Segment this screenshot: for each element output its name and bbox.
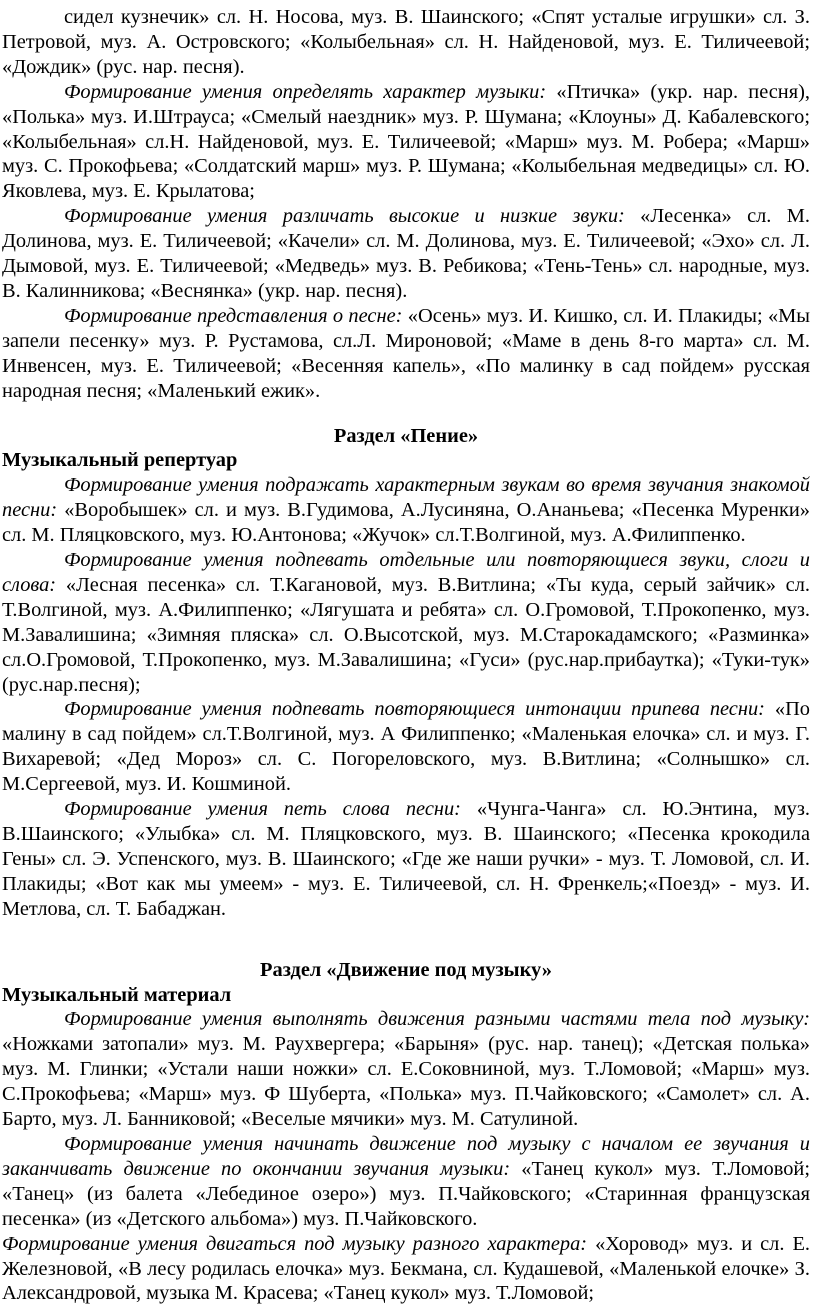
paragraph-text: «Птичка» (укр. нар. песня), «Полька» муз. И.Штрауса; «Смелый наездник» муз. Р. Шумана; «Клоуны» Д. Кабалевского; «Колыбельная» сл.Н. Найденовой, муз. Е. Тиличеевой; «Марш» муз. М. Робера; «Марш» муз. С. Прокофьева; «Солдатский марш» муз. Р. Шумана; «Колыбельная медведицы» сл. Ю. Яковлева, муз. Е. Крылатова; xyxy=(2,80,810,203)
subsection-heading-musical-repertoire: Музыкальный репертуар xyxy=(2,449,238,472)
paragraph-text: «Чунга-Чанга» сл. Ю.Энтина, муз. В.Шаинского; «Улыбка» сл. М. Пляцковского, муз. В. Шаинского; «Песенка крокодила Гены» сл. Э. Успенского, муз. В. Шаинского; «Где же наши ручки» - муз. Т. Ломовой, сл. И. Плакиды; «Вот как мы умеем» - муз. Е. Тиличеевой, сл. Н. Френкель;«Поезд» - муз. И. Метлова, сл. Т. Бабаджан. xyxy=(2,798,810,920)
paragraph-text: «Лесная песенка» сл. Т.Кагановой, муз. В.Витлина; «Ты куда, серый зайчик» сл. Т.Волгиной, муз. А.Филиппенко; «Лягушата и ребята» сл. О.Громовой, Т.Прокопенко, муз. М.Завалишина; «Зимняя пляска» сл. О.Высотской, муз. М.Старокадамского; «Разминка» сл.О.Громовой, Т.Прокопенко, муз. М.Завалишина; «Гуси» (рус.нар.прибаутка); «Туки-тук» (рус.нар.песня); xyxy=(2,573,810,696)
paragraph-lead-italic: Формирование умения подпевать повторяющиеся интонации припева песни: xyxy=(64,698,765,721)
document-body xyxy=(2,5,810,1306)
paragraph-lead-italic: Формирование умения начинать движение под музыку с началом ее звучания и заканчивать движение по окончании звучания музыки: xyxy=(2,1132,810,1180)
paragraph-text: «По малину в сад пойдем» сл.Т.Волгиной, муз. А Филиппенко; «Маленькая елочка» сл. и муз. Г. Вихаревой; «Дед Мороз» сл. С. Погореловского, муз. В.Витлина; «Солнышко» сл. М.Сергеевой, муз. И. Кошминой. xyxy=(2,698,810,796)
paragraph-start-end-movement xyxy=(2,1132,810,1232)
section-heading-movement: Раздел «Движение под музыку» xyxy=(260,958,552,981)
paragraph-move-to-music-character xyxy=(2,1232,810,1307)
paragraph-sing-song-words xyxy=(2,797,810,922)
paragraph-lead-italic: Формирование умения петь слова песни: xyxy=(64,798,461,821)
paragraph-text: «Лесенка» сл. М. Долинова, муз. Е. Тиличеевой; «Качели» сл. М. Долинова, муз. Е. Тиличеевой; «Эхо» сл. Л. Дымовой, муз. Е. Тиличеевой; «Медведь» муз. В. Ребикова; «Тень-Тень» сл. народные, муз. В. Калинникова; «Веснянка» (укр. нар. песня). xyxy=(2,205,810,302)
paragraph-lead-italic: Формирование умения подпевать отдельные или повторяющиеся звуки, слоги и слова: xyxy=(2,549,810,596)
paragraph-sing-along-chorus-intonations xyxy=(2,697,810,797)
paragraph-imitate-sounds xyxy=(2,473,810,548)
paragraph-sing-along-sounds-syllables xyxy=(2,548,810,697)
paragraph-distinguish-high-low-sounds xyxy=(2,204,810,304)
paragraph-lead-italic: Формирование представления о песне: xyxy=(64,304,403,327)
paragraph-listening-repertoire-continued xyxy=(2,5,810,80)
paragraph-text: сидел кузнечик» сл. Н. Носова, муз. В. Шаинского; «Спят усталые игрушки» сл. З. Петровой, муз. А. Островского; «Колыбельная» сл. Н. Найденовой, муз. Е. Тиличеевой; «Дождик» (рус. нар. песня). xyxy=(2,6,810,78)
subsection-heading-musical-material: Музыкальный материал xyxy=(2,983,232,1006)
paragraph-text: «Танец кукол» муз. Т.Ломовой; «Танец» (из балета «Лебединое озеро») муз. П.Чайковского; «Старинная французская песенка» (из «Детского альбома») муз. П.Чайковского. xyxy=(2,1157,810,1230)
paragraph-lead-italic: Формирование умения двигаться под музыку разного характера: xyxy=(2,1232,588,1255)
paragraph-lead-italic: Формирование умения различать высокие и низкие звуки: xyxy=(64,205,625,228)
paragraph-text: «Ножками затопали» муз. М. Раухвергера; «Барыня» (рус. нар. танец); «Детская полька» муз. М. Глинки; «Устали наши ножки» сл. Е.Соковниной, муз. Т.Ломовой; «Марш» муз. С.Прокофьева; «Марш» муз. Ф Шуберта, «Полька» муз. П.Чайковского; «Самолет» сл. А. Барто, муз. Л. Банниковой; «Веселые мячики» муз. М. Сатулиной. xyxy=(2,1033,810,1131)
paragraph-text: «Осень» муз. И. Кишко, сл. И. Плакиды; «Мы запели песенку» муз. Р. Рустамова, сл.Л. Мироновой; «Маме в день 8-го марта» сл. М. Инвенсен, муз. Е. Тиличеевой; «Весенняя капель», «По малинку в сад пойдем» русская народная песня; «Маленький ежик». xyxy=(2,304,811,402)
paragraph-lead-italic: Формирование умения определять характер музыки: xyxy=(64,80,547,103)
paragraph-text: «Воробышек» сл. и муз. В.Гудимова, А.Лусиняна, О.Ананьева; «Песенка Муренки» сл. М. Пляцковского, муз. Ю.Антонова; «Жучок» сл.Т.Волгиной, муз. А.Филиппенко. xyxy=(2,499,810,547)
paragraph-body-part-movements xyxy=(2,1007,810,1132)
paragraph-text: «Хоровод» муз. и сл. Е. Железновой, «В лесу родилась елочка» муз. Бекмана, сл. Кудашевой, «Маленькой елочке» З. Александровой, музыка М. Красева; «Танец кукол» муз. Т.Ломовой; xyxy=(2,1232,811,1305)
paragraph-lead-italic: Формирование умения выполнять движения разными частями тела под музыку: xyxy=(64,1008,810,1031)
paragraph-define-music-character xyxy=(2,80,810,205)
paragraph-lead-italic: Формирование умения подражать характерным звукам во время звучания знакомой песни: xyxy=(2,474,810,522)
section-heading-singing: Раздел «Пение» xyxy=(333,424,479,447)
paragraph-song-concept xyxy=(2,304,810,404)
